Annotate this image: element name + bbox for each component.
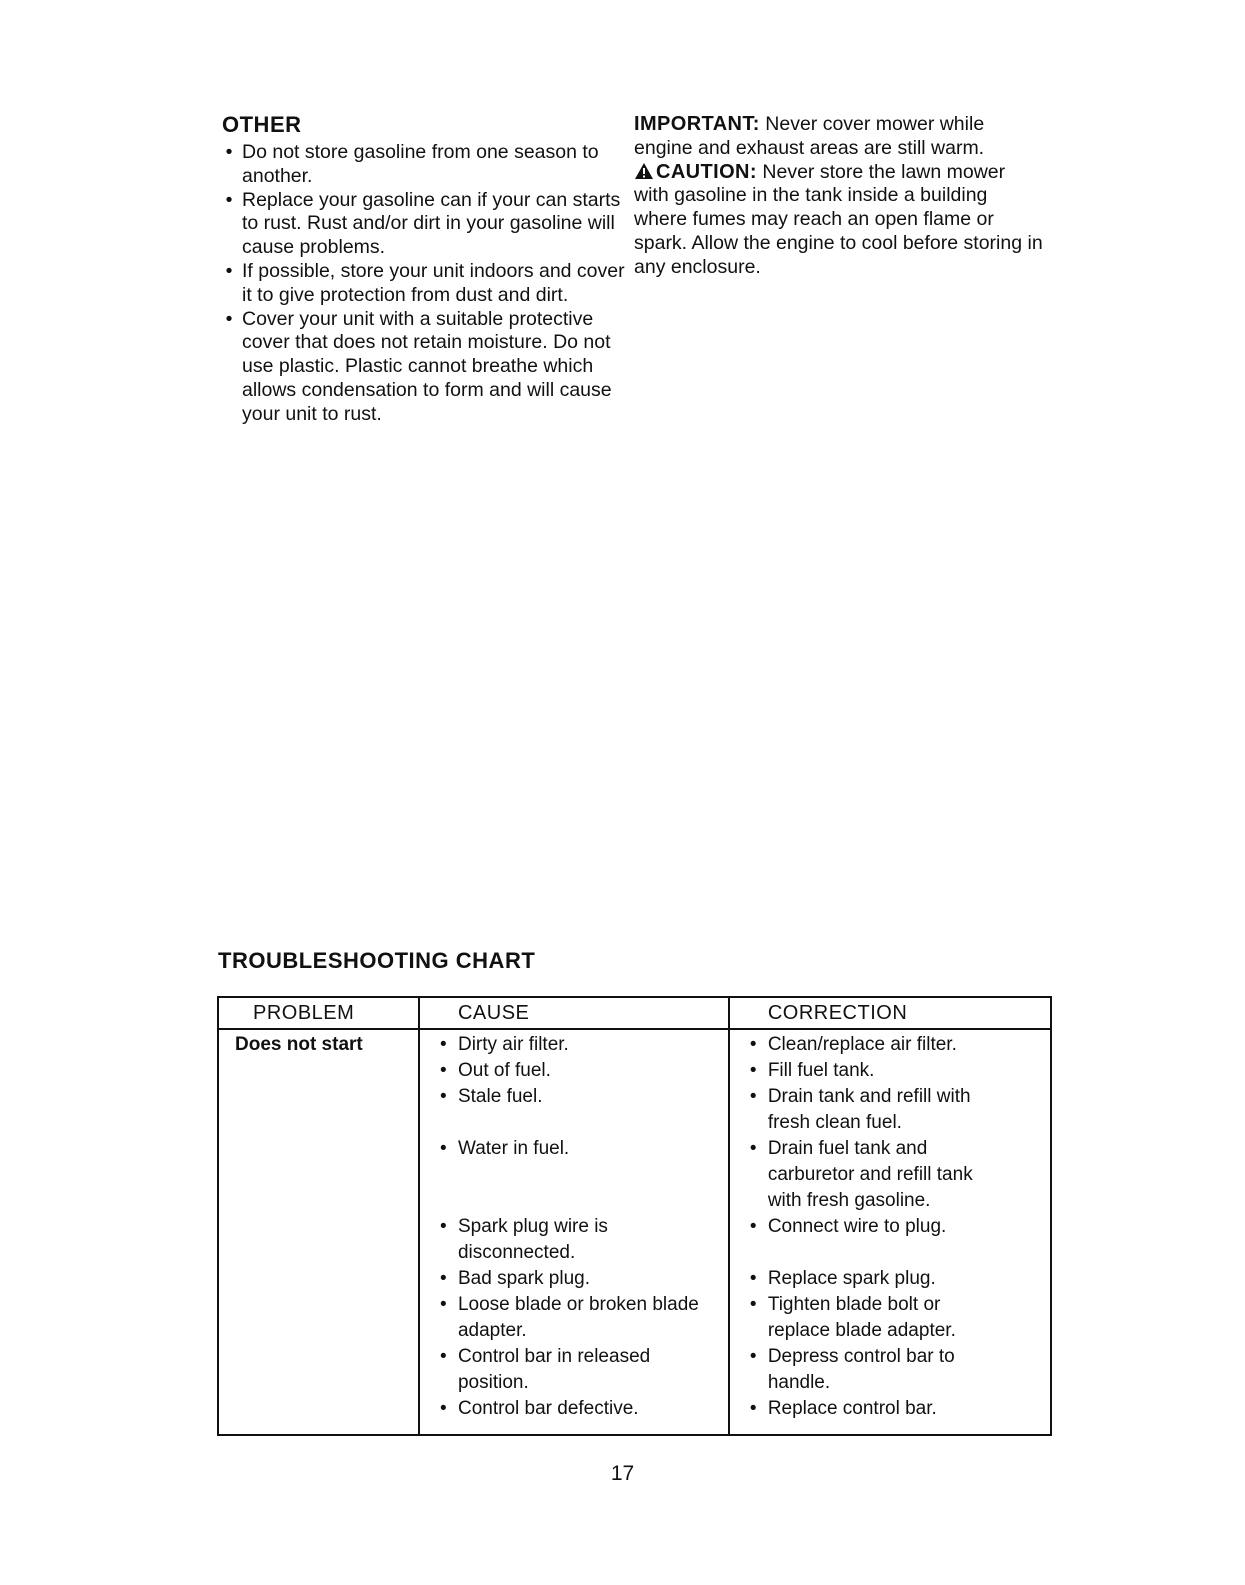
bullet-text: If possible, store your unit indoors and cover it to give protection from dust and dirt.	[242, 259, 625, 306]
cause-text: Control bar defective.	[457, 1398, 639, 1419]
list-item	[222, 141, 630, 189]
correction-item	[730, 1292, 988, 1344]
correction-text: Fill fuel tank.	[767, 1060, 875, 1081]
column-header-correction: CORRECTION	[729, 997, 1051, 1029]
problem-cell: Does not start	[235, 1034, 363, 1055]
column-header-problem: PROBLEM	[218, 997, 419, 1029]
bullet-icon: •	[439, 1034, 447, 1055]
correction-cell	[729, 1029, 1051, 1435]
bullet-icon: •	[439, 1086, 447, 1107]
bullet-icon: •	[749, 1060, 757, 1081]
bullet-icon: •	[439, 1138, 447, 1159]
caution-note	[634, 161, 1044, 280]
bullet-icon: •	[749, 1294, 757, 1315]
list-item	[222, 189, 630, 260]
correction-item	[730, 1058, 1050, 1084]
bullet-icon: •	[749, 1138, 757, 1159]
bullet-icon: •	[749, 1346, 757, 1367]
correction-text: Connect wire to plug.	[767, 1216, 947, 1237]
list-item	[222, 308, 630, 427]
important-note	[634, 113, 1044, 161]
cause-item	[420, 1058, 728, 1084]
important-label: IMPORTANT:	[634, 113, 760, 135]
cause-item	[420, 1266, 728, 1292]
cause-text: Loose blade or broken blade adapter.	[457, 1294, 699, 1341]
cause-text: Dirty air filter.	[457, 1034, 569, 1055]
troubleshooting-heading: TROUBLESHOOTING CHART	[218, 948, 536, 973]
bullet-icon: •	[439, 1398, 447, 1419]
bullet-icon: •	[439, 1294, 447, 1315]
cause-item	[420, 1396, 728, 1422]
cause-item	[420, 1344, 698, 1396]
storage-notes	[634, 113, 1044, 280]
cause-item	[420, 1136, 728, 1214]
other-heading: OTHER	[222, 112, 302, 137]
bullet-text: Do not store gasoline from one season to another.	[242, 141, 599, 187]
correction-text: Replace control bar.	[767, 1398, 937, 1419]
other-bullet-list	[222, 141, 630, 427]
bullet-text: Cover your unit with a suitable protective cover that does not retain moisture. Do not use plastic. Plastic cannot breathe which allows condensation to form and will cause your unit to rust.	[242, 307, 612, 425]
correction-item	[730, 1344, 978, 1396]
bullet-icon: •	[749, 1086, 757, 1107]
correction-item	[730, 1032, 1050, 1058]
correction-text: Depress control bar to handle.	[767, 1346, 955, 1393]
correction-item	[730, 1136, 998, 1214]
bullet-icon: •	[749, 1268, 757, 1289]
table-header-row	[218, 997, 1051, 1029]
column-header-cause: CAUSE	[419, 997, 729, 1029]
correction-text: Drain tank and refill with fresh clean fuel.	[767, 1086, 971, 1133]
troubleshooting-table	[217, 996, 1052, 1436]
cause-text: Out of fuel.	[457, 1060, 551, 1081]
correction-text: Tighten blade bolt or replace blade adapter.	[767, 1294, 956, 1341]
correction-item	[730, 1266, 1050, 1292]
bullet-icon: •	[749, 1034, 757, 1055]
cause-item	[420, 1032, 728, 1058]
bullet-icon: •	[225, 307, 233, 330]
table-row	[218, 1029, 1051, 1435]
cause-text: Stale fuel.	[457, 1086, 543, 1107]
important-text: Never cover mower while engine and exhaust areas are still warm.	[634, 113, 985, 159]
bullet-icon: •	[749, 1398, 757, 1419]
caution-label: CAUTION:	[656, 160, 757, 183]
cause-text: Spark plug wire is disconnected.	[457, 1216, 608, 1263]
correction-text: Clean/replace air filter.	[767, 1034, 957, 1055]
page-number: 17	[610, 1462, 635, 1485]
bullet-text: Replace your gasoline can if your can starts to rust. Rust and/or dirt in your gasoline will cause problems.	[242, 188, 621, 259]
correction-item	[730, 1396, 1050, 1422]
bullet-icon: •	[225, 141, 233, 163]
cause-text: Bad spark plug.	[457, 1268, 591, 1289]
bullet-icon: •	[225, 259, 233, 282]
warning-triangle-icon	[634, 162, 654, 180]
bullet-icon: •	[749, 1216, 757, 1237]
caution-text: Never store the lawn mower with gasoline in the tank inside a building where fumes may reach an open flame or spark. Allow the engine to cool before storing in any enclosure.	[634, 160, 1043, 278]
cause-text: Control bar in released position.	[457, 1346, 651, 1393]
cause-text: Water in fuel.	[457, 1138, 570, 1159]
bullet-icon: •	[439, 1268, 447, 1289]
bullet-icon: •	[439, 1060, 447, 1081]
cause-item	[420, 1292, 718, 1344]
list-item	[222, 260, 630, 308]
correction-item	[730, 1214, 1050, 1266]
other-section	[222, 141, 630, 427]
bullet-icon: •	[439, 1216, 447, 1237]
cause-cell	[419, 1029, 729, 1435]
correction-item	[730, 1084, 998, 1136]
correction-text: Drain fuel tank and carburetor and refill tank with fresh gasoline.	[767, 1138, 973, 1211]
bullet-icon: •	[225, 188, 233, 211]
cause-item	[420, 1084, 728, 1136]
cause-item	[420, 1214, 688, 1266]
correction-text: Replace spark plug.	[767, 1268, 936, 1289]
bullet-icon: •	[439, 1346, 447, 1367]
